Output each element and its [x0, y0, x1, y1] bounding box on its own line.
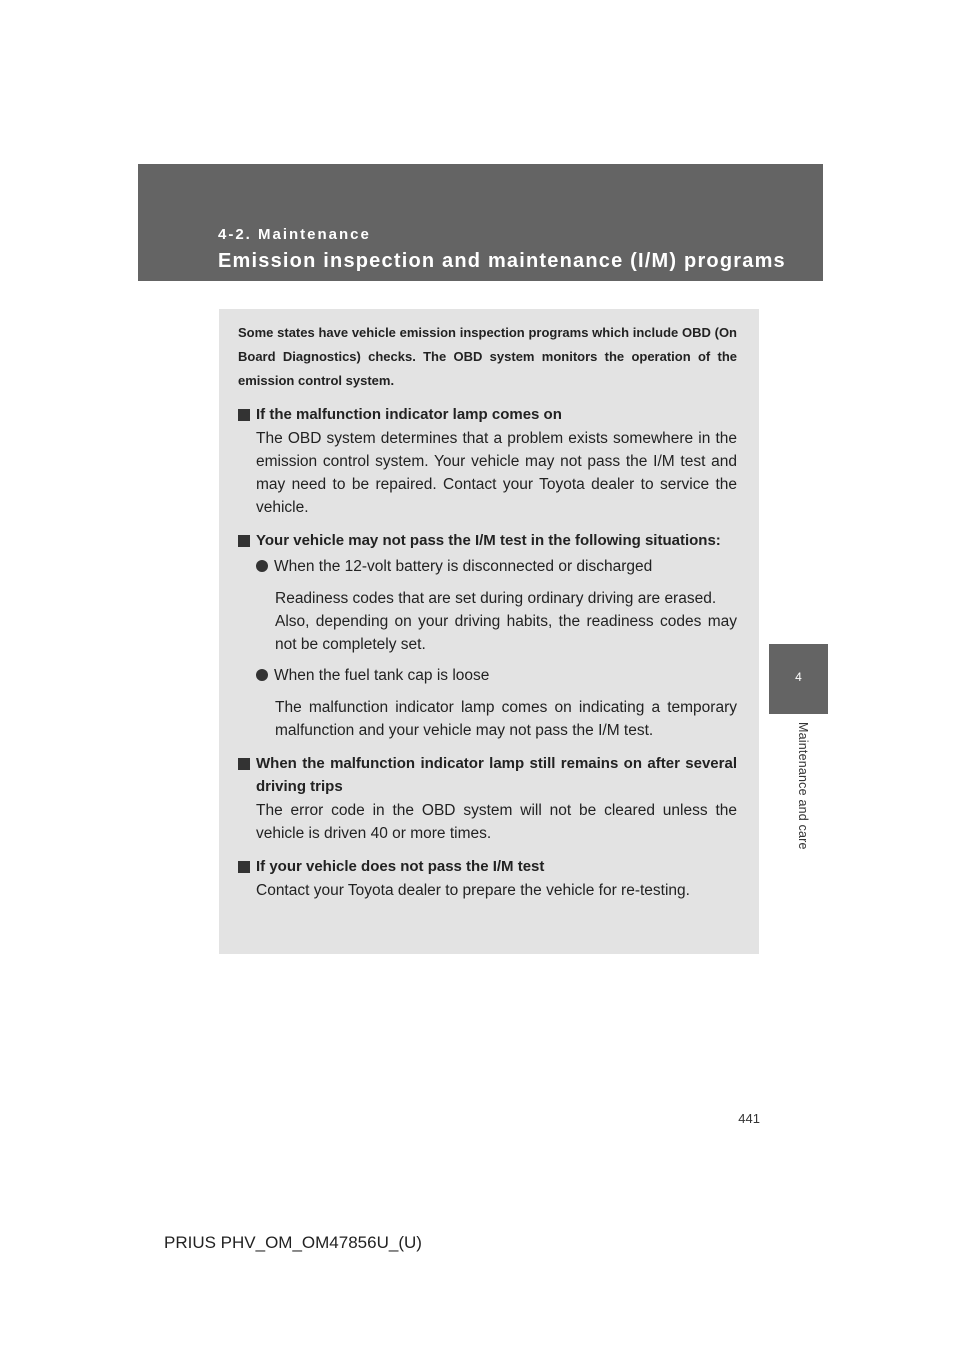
section-still-on: [238, 752, 737, 845]
list-item-detail: Readiness codes that are set during ordinary driving are erased. Also, depending on your driving habits, the readiness codes may not be completely set.: [275, 590, 737, 653]
chapter-header: [138, 164, 823, 281]
circle-bullet-icon: [256, 669, 268, 681]
square-bullet-icon: [238, 861, 250, 873]
section-label: 4-2. Maintenance: [218, 226, 371, 243]
circle-bullet-icon: [256, 560, 268, 572]
square-bullet-icon: [238, 409, 250, 421]
list-item-detail: The malfunction indicator lamp comes on indicating a temporary malfunction and your vehicle may not pass the I/M test.: [275, 699, 737, 739]
section-body: Contact your Toyota dealer to prepare the vehicle for re-testing.: [256, 882, 690, 899]
section-heading: When the malfunction indicator lamp still remains on after several driving trips: [238, 752, 737, 798]
section-heading: If the malfunction indicator lamp comes on: [238, 403, 737, 426]
section-heading: Your vehicle may not pass the I/M test in the following situations:: [238, 529, 737, 552]
list-item: When the fuel tank cap is loose: [238, 664, 737, 687]
intro-text: Some states have vehicle emission inspection programs which include OBD (On Board Diagnostics) checks. The OBD system monitors the operation of the emission control system.: [238, 325, 737, 388]
section-heading: If your vehicle does not pass the I/M test: [238, 855, 737, 878]
document-code: PRIUS PHV_OM_OM47856U_(U): [164, 1233, 422, 1252]
section-body: The OBD system determines that a problem exists somewhere in the emission control system. Your vehicle may not pass the I/M test and may need to be repaired. Contact your Toyota dealer to service the vehicle.: [256, 430, 737, 516]
content-box: [219, 309, 759, 954]
square-bullet-icon: [238, 535, 250, 547]
section-may-not-pass: [238, 529, 737, 742]
square-bullet-icon: [238, 758, 250, 770]
list-item: When the 12-volt battery is disconnected or discharged: [238, 555, 737, 578]
chapter-number: 4: [795, 670, 802, 684]
chapter-tab: [769, 644, 828, 714]
chapter-label: Maintenance and care: [796, 722, 810, 850]
section-body: The error code in the OBD system will not be cleared unless the vehicle is driven 40 or more times.: [256, 802, 737, 842]
section-does-not-pass: [238, 855, 737, 902]
section-lamp-on: [238, 403, 737, 519]
page-number: 441: [738, 1111, 760, 1126]
page-title: Emission inspection and maintenance (I/M) programs: [218, 250, 786, 272]
